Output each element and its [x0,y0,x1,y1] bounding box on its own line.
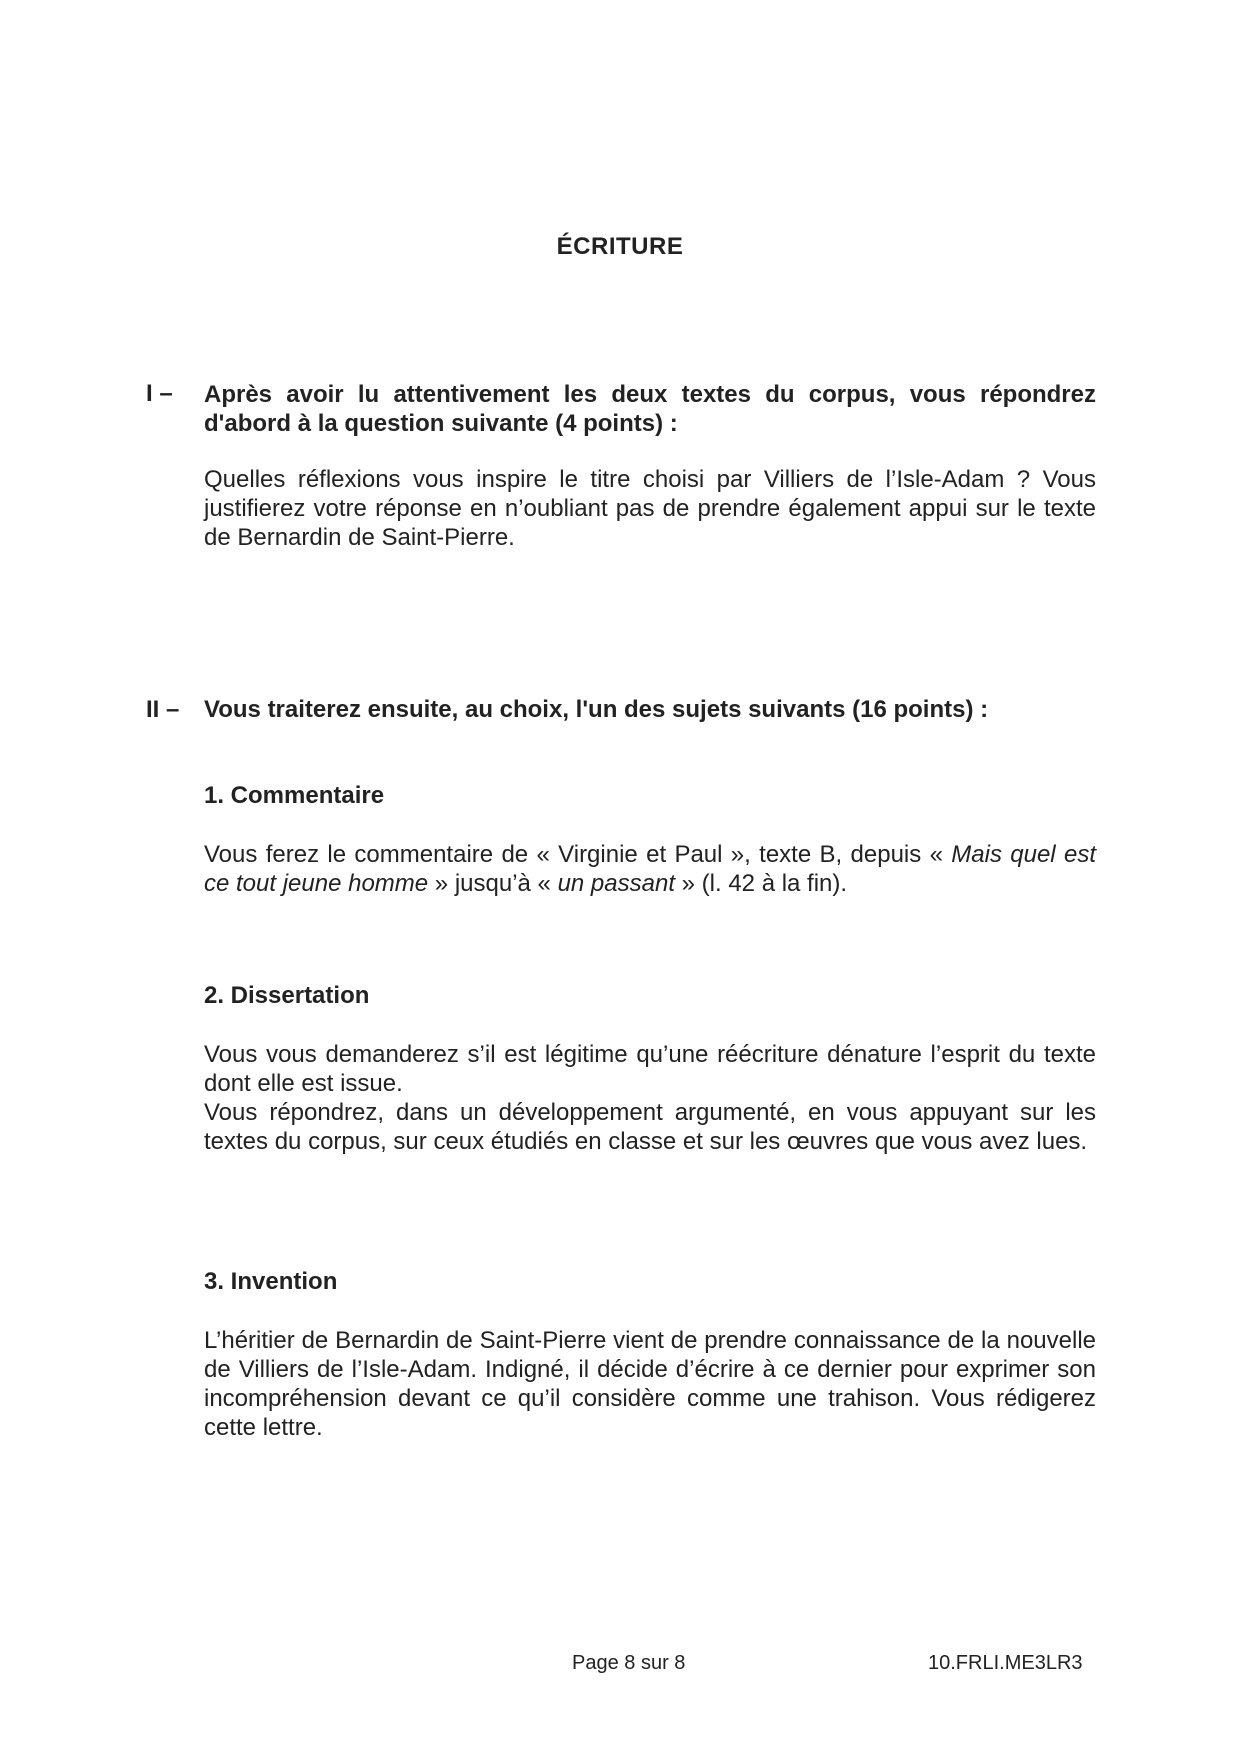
commentaire-text-b: » jusqu’à « [428,870,558,897]
part-one-body: Quelles réflexions vous inspire le titre choisi par Villiers de l’Isle-Adam ? Vous justifierez votre réponse en n’oubliant pas de prendre également appui sur le texte de Bernardin de Saint-Pierre. [204,466,1096,551]
dissertation-text [204,1040,1096,1156]
commentaire-quote-start: Mais quel est ce tout jeune homme [204,841,1096,897]
commentaire-text-a: Vous ferez le commentaire de « Virginie et Paul », texte B, depuis « [204,841,952,868]
commentaire-text [204,840,1096,898]
page-title: ÉCRITURE [556,233,684,260]
part-two-marker: II – [146,696,180,723]
part-two-heading: Vous traiterez ensuite, au choix, l'un des sujets suivants (16 points) : [204,696,989,723]
commentaire-heading: 1. Commentaire [204,782,385,809]
footer-code: 10.FRLI.ME3LR3 [928,1652,1083,1674]
dissertation-paragraph-1: Vous vous demanderez s’il est légitime qu’une réécriture dénature l’esprit du texte dont elle est issue. [204,1041,1096,1097]
footer-page-number: Page 8 sur 8 [572,1652,686,1674]
part-one-question: Après avoir lu attentivement les deux textes du corpus, vous répondrez d'abord à la question suivante (4 points) : [204,381,1096,437]
invention-heading: 3. Invention [204,1268,338,1295]
commentaire-quote-end: un passant [557,870,675,897]
invention-text: L’héritier de Bernardin de Saint-Pierre vient de prendre connaissance de la nouvelle de Villiers de l’Isle-Adam. Indigné, il décide d’écrire à ce dernier pour exprimer son incompréhension devant ce qu’il considère comme une trahison. Vous rédigerez cette lettre. [204,1327,1096,1441]
part-one-marker: I – [146,380,173,407]
dissertation-paragraph-2: Vous répondrez, dans un développement argumenté, en vous appuyant sur les textes du corpus, sur ceux étudiés en classe et sur les œuvres que vous avez lues. [204,1099,1096,1155]
commentaire-text-c: » (l. 42 à la fin). [674,870,848,897]
dissertation-heading: 2. Dissertation [204,982,370,1009]
